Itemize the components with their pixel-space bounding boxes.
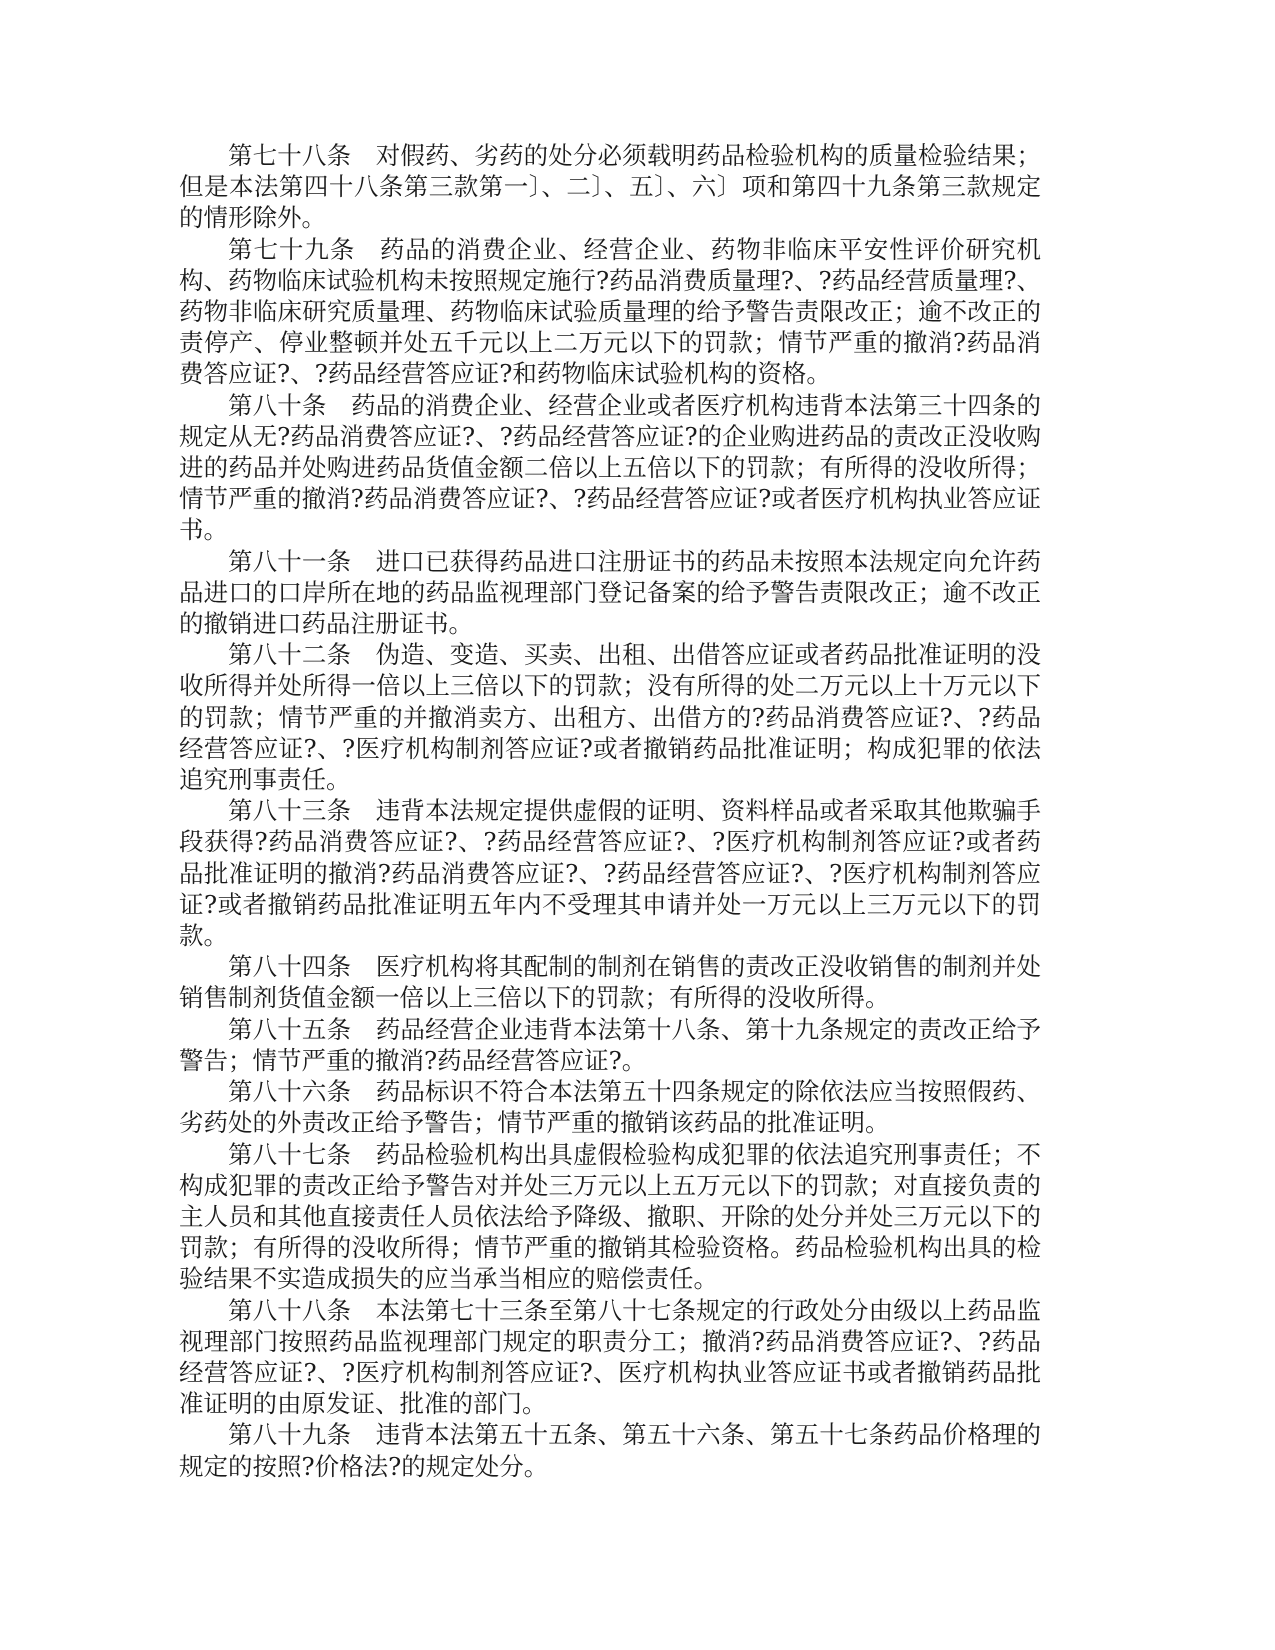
article-text: 进口已获得药品进口注册证书的药品未按照本法规定向允许药品进口的口岸所在地的药品监视理部门登记备案的给予警告责限改正；逾不改正的撤销进口药品注册证书。	[179, 546, 1042, 639]
article-text: 药品检验机构出具虚假检验构成犯罪的依法追究刑事责任；不构成犯罪的责改正给予警告对并处三万元以上五万元以下的罚款；对直接负责的主人员和其他直接责任人员依法给予降级、撤职、开除的处分并处三万元以下的罚款；有所得的没收所得；情节严重的撤销其检验资格。药品检验机构出具的检验结果不实造成损失的应当承当相应的赔偿责任。	[179, 1139, 1042, 1294]
article-text: 药品的消费企业、经营企业、药物非临床平安性评价研究机构、药物临床试验机构未按照规定施行?药品消费质量理?、?药品经营质量理?、药物非临床研究质量理、药物临床试验质量理的给予警告责限改正；逾不改正的责停产、停业整顿并处五千元以上二万元以下的罚款；情节严重的撤消?药品消费答应证?、?药品经营答应证?和药物临床试验机构的资格。	[179, 234, 1042, 389]
article-text: 医疗机构将其配制的制剂在销售的责改正没收销售的制剂并处销售制剂货值金额一倍以上三倍以下的罚款；有所得的没收所得。	[179, 952, 1042, 1013]
article-number: 第八十条	[228, 390, 327, 420]
article-text: 药品经营企业违背本法第十八条、第十九条规定的责改正给予警告；情节严重的撤消?药品经营答应证?。	[179, 1014, 1042, 1075]
article-85	[179, 1014, 1041, 1076]
article-number: 第八十一条	[228, 546, 352, 576]
article-87	[179, 1139, 1041, 1295]
article-80	[179, 390, 1041, 546]
article-text: 药品标识不符合本法第五十四条规定的除依法应当按照假药、劣药处的外责改正给予警告；情节严重的撤销该药品的批准证明。	[179, 1077, 1042, 1138]
article-81	[179, 546, 1041, 640]
article-number: 第八十九条	[228, 1420, 352, 1450]
document-page	[179, 140, 1041, 1482]
article-number: 第七十九条	[228, 234, 356, 264]
article-number: 第七十八条	[228, 141, 352, 170]
article-82	[179, 639, 1041, 795]
article-89	[179, 1419, 1041, 1481]
article-text: 伪造、变造、买卖、出租、出借答应证或者药品批准证明的没收所得并处所得一倍以上三倍以下的罚款；没有所得的处二万元以上十万元以下的罚款；情节严重的并撤消卖方、出租方、出借方的?药品消费答应证?、?药品经营答应证?、?医疗机构制剂答应证?或者撤销药品批准证明；构成犯罪的依法追究刑事责任。	[179, 640, 1042, 795]
article-text: 本法第七十三条至第八十七条规定的行政处分由级以上药品监视理部门按照药品监视理部门规定的职责分工；撤消?药品消费答应证?、?药品经营答应证?、?医疗机构制剂答应证?、医疗机构执业答应证书或者撤销药品批准证明的由原发证、批准的部门。	[179, 1295, 1042, 1419]
article-number: 第八十六条	[228, 1077, 352, 1107]
article-number: 第八十五条	[228, 1014, 352, 1044]
article-text: 对假药、劣药的处分必须载明药品检验机构的质量检验结果；但是本法第四十八条第三款第一〕、二〕、五〕、六〕项和第四十九条第三款规定的情形除外。	[179, 141, 1042, 233]
article-text: 违背本法第五十五条、第五十六条、第五十七条药品价格理的规定的按照?价格法?的规定处分。	[179, 1420, 1042, 1481]
article-number: 第八十二条	[228, 640, 352, 670]
article-number: 第八十三条	[228, 796, 352, 826]
article-84	[179, 951, 1041, 1013]
article-text: 违背本法规定提供虚假的证明、资料样品或者采取其他欺骗手段获得?药品消费答应证?、?药品经营答应证?、?医疗机构制剂答应证?或者药品批准证明的撤消?药品消费答应证?、?药品经营答应证?、?医疗机构制剂答应证?或者撤销药品批准证明五年内不受理其申请并处一万元以上三万元以下的罚款。	[179, 796, 1042, 951]
article-83	[179, 795, 1041, 951]
article-88	[179, 1295, 1041, 1420]
article-78	[179, 140, 1041, 234]
article-number: 第八十四条	[228, 952, 352, 982]
article-86	[179, 1076, 1041, 1138]
article-number: 第八十七条	[228, 1139, 352, 1169]
article-number: 第八十八条	[228, 1295, 352, 1325]
article-text: 药品的消费企业、经营企业或者医疗机构违背本法第三十四条的规定从无?药品消费答应证?、?药品经营答应证?的企业购进药品的责改正没收购进的药品并处购进药品货值金额二倍以上五倍以下的罚款；有所得的没收所得；情节严重的撤消?药品消费答应证?、?药品经营答应证?或者医疗机构执业答应证书。	[179, 390, 1042, 545]
article-79	[179, 234, 1041, 390]
